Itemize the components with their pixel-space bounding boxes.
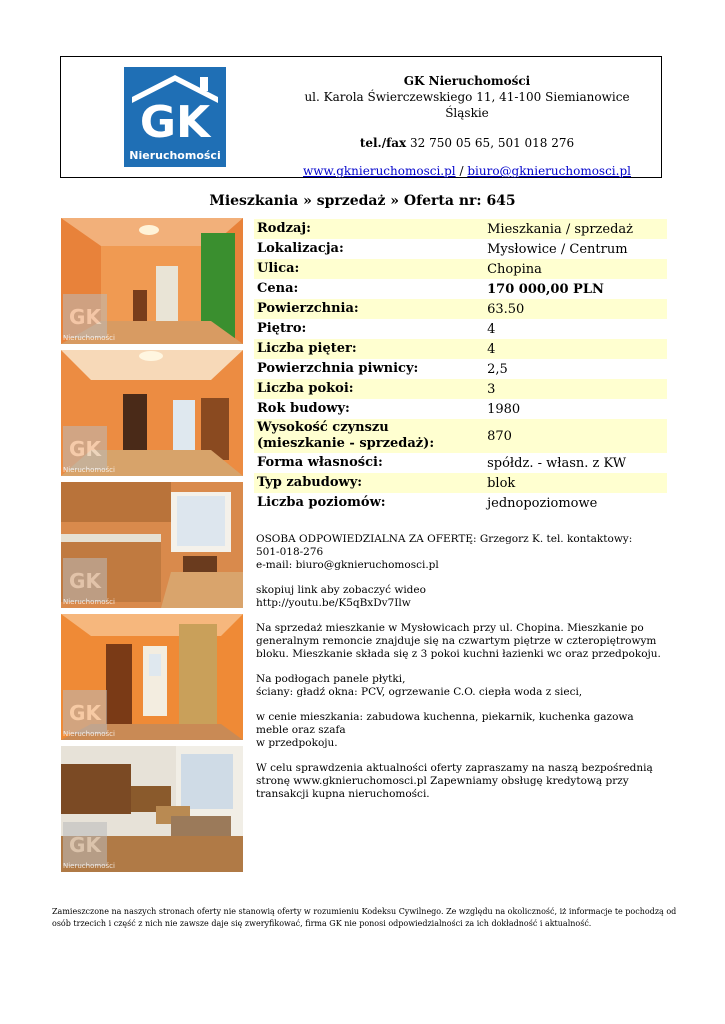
spec-label: Lokalizacja: (257, 241, 344, 256)
watermark-text: Nieruchomości (63, 598, 115, 606)
svg-text:GK: GK (69, 305, 101, 329)
spec-row (254, 339, 667, 359)
tel-value: 32 750 05 65, 501 018 276 (410, 136, 575, 150)
kitchen-photo[interactable] (61, 482, 243, 608)
spec-value: 4 (484, 339, 667, 359)
hallway-photo[interactable] (61, 218, 243, 344)
watermark-logo (63, 822, 107, 866)
corridor-photo[interactable] (61, 614, 243, 740)
photo-column (61, 218, 243, 878)
email-link[interactable]: biuro@gknieruchomosci.pl (467, 164, 631, 178)
contact-email: e-mail: biuro@gknieruchomosci.pl (256, 559, 439, 571)
contact-phone: 501-018-276 (256, 546, 324, 558)
spec-row (254, 453, 667, 473)
header-box (60, 56, 662, 178)
spec-label: Rok budowy: (257, 401, 350, 416)
spec-value: 870 (484, 419, 667, 453)
svg-text:GK: GK (69, 437, 101, 461)
watermark-text: Nieruchomości (63, 730, 115, 738)
living-room-photo[interactable] (61, 746, 243, 872)
watermark-logo (63, 558, 107, 602)
spec-row (254, 419, 667, 453)
spec-row (254, 279, 667, 299)
spec-value: spółdz. - własn. z KW (487, 455, 627, 471)
contact-person: OSOBA ODPOWIEDZIALNA ZA OFERTĘ: Grzegorz K. tel. kontaktowy: (256, 533, 633, 545)
walls-info: ściany: gładź okna: PCV, ogrzewanie C.O. ciepła woda z sieci, (256, 686, 583, 698)
watermark-text: Nieruchomości (63, 466, 115, 474)
spec-value: Mysłowice / Centrum (487, 241, 628, 257)
spec-row (254, 239, 667, 259)
spec-row (254, 259, 667, 279)
description-para-2 (256, 673, 668, 699)
spec-value: 1980 (487, 401, 521, 417)
spec-label: Liczba pokoi: (254, 379, 484, 399)
spec-value: 4 (487, 321, 496, 337)
spec-label: Forma własności: (257, 455, 383, 470)
spec-value: Chopina (484, 259, 667, 279)
company-phone (287, 135, 647, 151)
spec-row (254, 299, 667, 319)
svg-text:GK: GK (69, 569, 101, 593)
contact-block (256, 533, 668, 572)
video-block (256, 584, 668, 610)
company-address: ul. Karola Świerczewskiego 11, 41-100 Siemianowice Śląskie (304, 90, 630, 120)
spec-label: Wysokość czynszu (mieszkanie - sprzedaż): (254, 419, 484, 453)
spec-label: Ulica: (254, 259, 484, 279)
description-para-1: Na sprzedaż mieszkanie w Mysłowicach przy ul. Chopina. Mieszkanie po generalnym remoncie znajduje się na czwartym piętrze w czteropiętrowym bloku. Mieszkanie składa się z 3 pokoi kuchni łazienki wc oraz przedpokoju. (256, 622, 661, 660)
hallway-door-photo[interactable] (61, 350, 243, 476)
description-para-3 (256, 711, 668, 750)
company-name: GK Nieruchomości (403, 74, 531, 88)
spec-row (254, 493, 667, 513)
gk-logo (124, 67, 226, 167)
specs-table (254, 219, 667, 513)
spec-label: Liczba pięter: (254, 339, 484, 359)
page-title: Mieszkania » sprzedaż » Oferta nr: 645 (209, 193, 516, 209)
watermark-text: Nieruchomości (63, 862, 115, 870)
video-instruction: skopiuj link aby zobaczyć wideo (256, 584, 426, 596)
video-link[interactable]: http://youtu.be/K5qBxDv7Ilw (256, 597, 411, 609)
included-items: w cenie mieszkania: zabudowa kuchenna, piekarnik, kuchenka gazowa meble oraz szafa (256, 711, 634, 736)
spec-label: Piętro: (257, 321, 307, 336)
watermark-logo (63, 426, 107, 470)
spec-label: Powierzchnia: (254, 299, 484, 319)
spec-value: Mieszkania / sprzedaż (484, 219, 667, 239)
spec-row (254, 219, 667, 239)
tel-label: tel./fax (359, 136, 407, 150)
logo-initials: GK (139, 97, 211, 148)
watermark-logo (63, 294, 107, 338)
svg-text:GK: GK (69, 833, 101, 857)
offer-description (256, 533, 668, 813)
spec-value: 2,5 (487, 361, 508, 377)
spec-label: Typ zabudowy: (254, 473, 484, 493)
spec-value: jednopoziomowe (487, 495, 598, 511)
spec-label: Rodzaj: (254, 219, 484, 239)
spec-value: 63.50 (484, 299, 667, 319)
logo-text: Nieruchomości (129, 149, 221, 162)
spec-value: blok (484, 473, 667, 493)
watermark-text: Nieruchomości (63, 334, 115, 342)
company-info (287, 73, 647, 179)
spec-row (254, 473, 667, 493)
spec-label: Liczba poziomów: (257, 495, 386, 510)
floors-info: Na podłogach panele płytki, (256, 673, 406, 685)
spec-value: 3 (484, 379, 667, 399)
website-link[interactable]: www.gknieruchomosci.pl (303, 164, 456, 178)
disclaimer: Zamieszczone na naszych stronach oferty nie stanowią oferty w rozumieniu Kodeksu Cywilnego. Ze względu na okoliczność, iż informacje te pochodzą od osób trzecich i część z nich nie zawsze daje się zweryfikować, firma GK nie ponosi odpowiedzialności za ich dokładność i aktualność. (52, 907, 677, 928)
svg-text:GK: GK (69, 701, 101, 725)
spec-label: Powierzchnia piwnicy: (257, 361, 419, 376)
description-para-4: W celu sprawdzenia aktualności oferty zapraszamy na naszą bezpośrednią stronę www.gknieruchomosci.pl Zapewniamy obsługę kredytową przy transakcji kupna nieruchomości. (256, 762, 653, 800)
included-items-cont: w przedpokoju. (256, 737, 338, 749)
spec-row (254, 399, 667, 419)
price-value: 170 000,00 PLN (487, 281, 604, 297)
spec-label: Cena: (257, 281, 299, 296)
spec-row (254, 359, 667, 379)
link-separator: / (459, 164, 464, 178)
watermark-logo (63, 690, 107, 734)
company-links (287, 163, 647, 179)
spec-row (254, 319, 667, 339)
spec-row (254, 379, 667, 399)
